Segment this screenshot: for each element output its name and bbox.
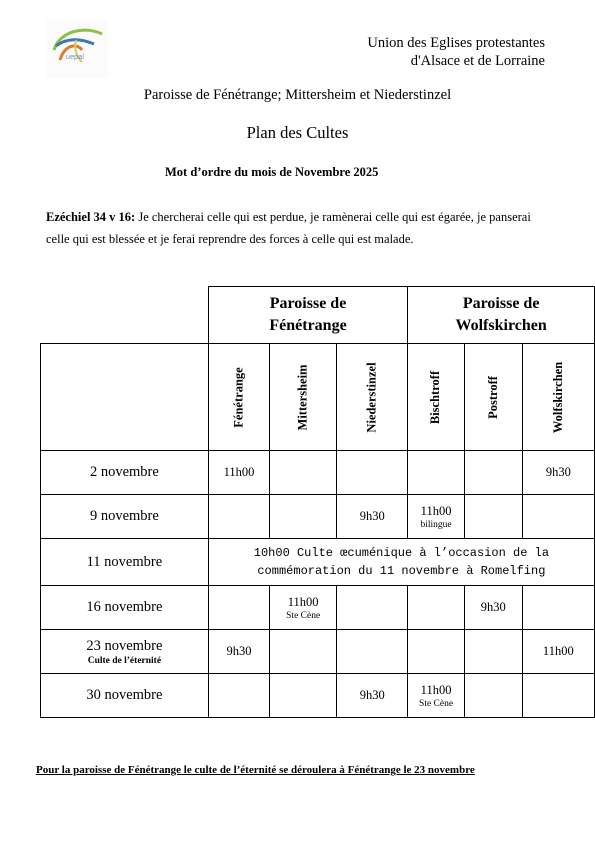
time-cell <box>337 451 408 495</box>
place-header-postroff <box>464 344 522 451</box>
place-label-niederstinzel: Niederstinzel <box>364 362 379 433</box>
worship-schedule-table <box>40 286 595 718</box>
parish-header-fenetrange-line2: Fénétrange <box>269 317 347 334</box>
date-label: 2 novembre <box>89 464 159 480</box>
time-value: 9h30 <box>480 600 506 614</box>
time-cell <box>270 674 337 718</box>
time-cell <box>208 630 269 674</box>
place-label-fenetrange: Fénétrange <box>231 367 246 428</box>
table-row <box>41 586 595 630</box>
time-cell <box>408 674 465 718</box>
ecumenical-service-line1: 10h00 Culte œcuménique à l’occasion de la <box>253 546 550 560</box>
time-value: 11h00 <box>420 682 452 697</box>
date-sublabel: Culte de l’éternité <box>87 655 162 666</box>
date-cell <box>41 495 209 539</box>
places-header-row <box>41 344 595 451</box>
place-header-mittersheim <box>270 344 337 451</box>
time-value: 9h30 <box>545 465 571 479</box>
plan-title: Plan des Cultes <box>246 123 349 142</box>
time-cell <box>208 674 269 718</box>
time-value: 11h00 <box>420 503 452 518</box>
verse-reference: Ezéchiel 34 v 16: <box>46 210 136 224</box>
place-label-postroff: Postroff <box>485 376 500 419</box>
date-cell <box>41 539 209 586</box>
date-column-header <box>41 344 209 451</box>
time-value: 11h00 <box>287 594 319 609</box>
time-cell <box>408 495 465 539</box>
parish-header-fenetrange-line1: Paroisse de <box>269 295 347 312</box>
time-cell <box>408 630 465 674</box>
date-cell <box>41 630 209 674</box>
time-cell <box>270 451 337 495</box>
time-cell <box>208 451 269 495</box>
org-line-1: Union des Eglises protestantes <box>367 35 545 51</box>
uepal-logo <box>46 20 108 78</box>
logo-text: uepal <box>66 54 85 61</box>
parish-title: Paroisse de Fénétrange; Mittersheim et Niederstinzel <box>143 87 452 103</box>
time-cell <box>464 495 522 539</box>
time-cell <box>208 586 269 630</box>
table-row <box>41 539 595 586</box>
date-label: 23 novembre <box>86 637 163 654</box>
time-cell <box>464 451 522 495</box>
verse-text: Je chercherai celle qui est perdue, je ramènerai celle qui est égarée, je panserai celle qui est blessée et je ferai reprendre des forces à celle qui est malade. <box>46 210 531 246</box>
place-header-fenetrange <box>208 344 269 451</box>
service-note: Ste Cène <box>419 698 454 709</box>
table-row <box>41 630 595 674</box>
time-cell <box>337 495 408 539</box>
time-cell <box>208 495 269 539</box>
organisation-name <box>367 34 545 70</box>
time-value: 9h30 <box>359 509 385 523</box>
place-label-mittersheim: Mittersheim <box>295 364 310 431</box>
date-cell <box>41 586 209 630</box>
motto-heading: Mot d’ordre du mois de Novembre 2025 <box>165 165 379 179</box>
date-label: 11 novembre <box>86 553 163 570</box>
time-cell <box>464 630 522 674</box>
time-value: 11h00 <box>223 465 255 479</box>
time-value: 9h30 <box>359 688 385 702</box>
time-cell <box>270 630 337 674</box>
parish-header-row <box>41 287 595 344</box>
place-header-bischtroff <box>408 344 465 451</box>
bible-verse <box>46 206 556 250</box>
table-row <box>41 451 595 495</box>
place-label-wolfskirchen: Wolfskirchen <box>550 361 565 434</box>
service-note: bilingue <box>420 519 452 530</box>
time-cell <box>270 586 337 630</box>
place-header-wolfskirchen <box>522 344 594 451</box>
time-cell <box>270 495 337 539</box>
service-note: Ste Cène <box>286 610 321 621</box>
date-label: 30 novembre <box>86 687 163 703</box>
org-line-2: d'Alsace et de Lorraine <box>410 53 545 69</box>
table-row <box>41 674 595 718</box>
parish-header-fenetrange <box>208 287 407 344</box>
parish-header-wolfskirchen-line1: Paroisse de <box>462 295 540 312</box>
time-cell <box>522 495 594 539</box>
ecumenical-service-line2: commémoration du 11 novembre à Romelfing <box>257 564 546 578</box>
time-cell <box>337 674 408 718</box>
time-cell <box>464 674 522 718</box>
time-cell <box>522 674 594 718</box>
date-label: 9 novembre <box>89 508 159 524</box>
time-cell <box>408 451 465 495</box>
time-cell <box>337 586 408 630</box>
time-cell <box>522 451 594 495</box>
uepal-logo-icon <box>46 20 108 78</box>
time-cell <box>337 630 408 674</box>
time-cell <box>408 586 465 630</box>
parish-header-wolfskirchen-line2: Wolfskirchen <box>455 317 547 334</box>
place-label-bischtroff: Bischtroff <box>428 370 443 425</box>
time-cell <box>522 630 594 674</box>
parish-header-wolfskirchen <box>408 287 595 344</box>
date-label: 16 novembre <box>86 599 163 615</box>
time-cell <box>464 586 522 630</box>
empty-corner <box>41 287 209 344</box>
time-cell <box>522 586 594 630</box>
ecumenical-service-cell <box>208 539 594 586</box>
table-row <box>41 495 595 539</box>
time-value: 11h00 <box>542 644 574 658</box>
date-cell <box>41 674 209 718</box>
place-header-niederstinzel <box>337 344 408 451</box>
footer-note: Pour la paroisse de Fénétrange le culte de l’éternité se déroulera à Fénétrange le 23 novembre <box>36 764 475 776</box>
date-cell <box>41 451 209 495</box>
time-value: 9h30 <box>226 644 252 658</box>
